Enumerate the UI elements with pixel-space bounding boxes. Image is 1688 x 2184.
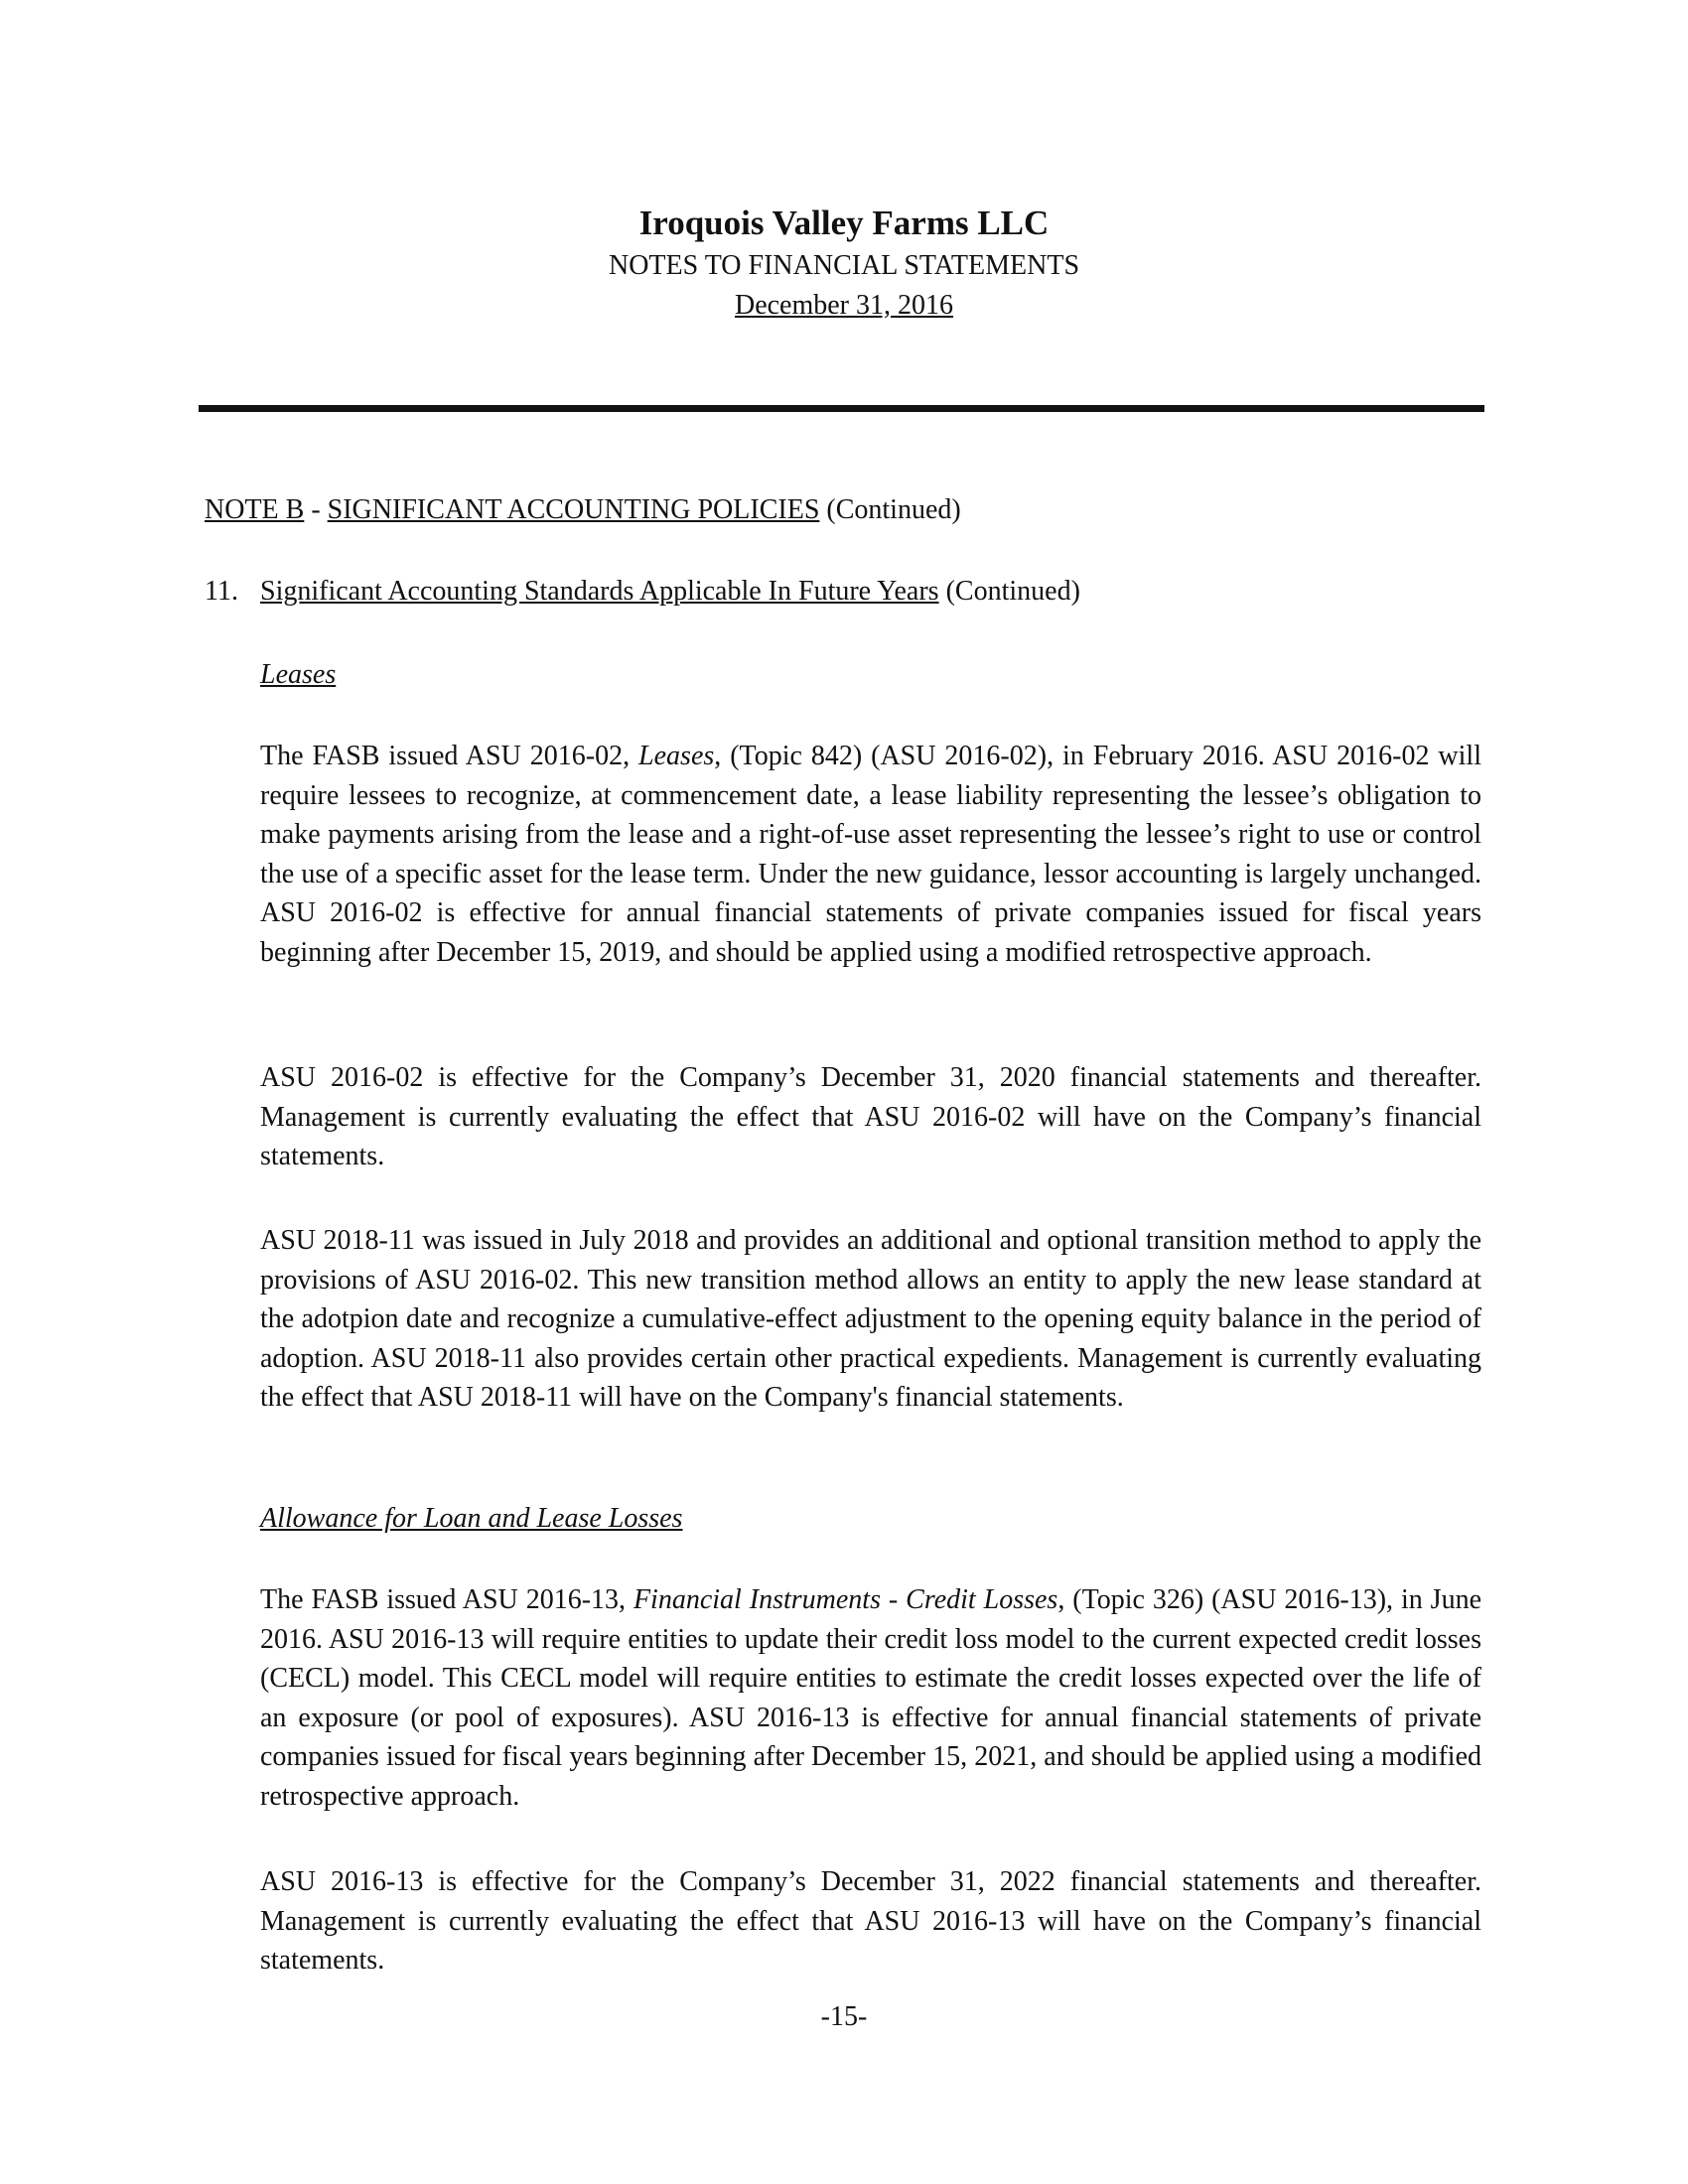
header-divider xyxy=(199,405,1484,412)
page-number: -15- xyxy=(820,2001,868,2032)
section-suffix: (Continued) xyxy=(938,576,1080,607)
allowance-p1-text-b: , (Topic 326) (ASU 2016-13), in June 2016. ASU 2016-13 will require entities to update their credit loss model to the current expected credit losses (CECL) model. This CECL model will require entities to estimate the credit losses expected over the life of an exposure (or pool of exposures). ASU 2016-13 is effective for annual financial statements of private companies issued for fiscal years beginning after December 15, 2021, and should be applied using a modified retrospective approach. xyxy=(260,1584,1482,1812)
allowance-p1-italic: Financial Instruments - Credit Losses xyxy=(633,1584,1058,1615)
section-number: 11. xyxy=(205,576,238,607)
allowance-paragraph-2: ASU 2016-13 is effective for the Company’s December 31, 2022 financial statements and thereafter. Management is currently evaluating the effect that ASU 2016-13 will have on the Company’s financial statements. xyxy=(260,1866,1481,1976)
note-title: SIGNIFICANT ACCOUNTING POLICIES xyxy=(327,494,820,525)
leases-p1-italic: Leases xyxy=(638,741,715,771)
allowance-p1-text-a: The FASB issued ASU 2016-13, xyxy=(260,1584,633,1615)
document-subtitle: NOTES TO FINANCIAL STATEMENTS xyxy=(608,250,1080,281)
section-heading xyxy=(205,572,1080,612)
document-header xyxy=(0,201,1688,326)
section-title: Significant Accounting Standards Applicable In Future Years xyxy=(260,576,939,607)
leases-paragraph-3: ASU 2018-11 was issued in July 2018 and provides an additional and optional transition method to apply the provisions of ASU 2016-02. This new transition method allows an entity to apply the new lease standard at the adotpion date and recognize a cumulative-effect adjustment to the opening equity balance in the period of adoption. ASU 2018-11 also provides certain other practical expedients. Management is currently evaluating the effect that ASU 2018-11 will have on the Company's financial statements. xyxy=(260,1225,1481,1413)
allowance-paragraph-1 xyxy=(260,1580,1481,1816)
note-label: NOTE B xyxy=(205,494,305,525)
company-name: Iroquois Valley Farms LLC xyxy=(638,204,1050,242)
allowance-heading: Allowance for Loan and Lease Losses xyxy=(260,1503,683,1534)
note-separator: - xyxy=(304,494,328,525)
leases-p1-text-b: , (Topic 842) (ASU 2016-02), in February 2016. ASU 2016-02 will require lessees to recognize, at commencement date, a lease liability representing the lessee’s obligation to make payments arising from the lease and a right-of-use asset representing the lessee’s right to use or control the use of a specific asset for the lease term. Under the new guidance, lessor accounting is largely unchanged. ASU 2016-02 is effective for annual financial statements of private companies issued for fiscal years beginning after December 15, 2019, and should be applied using a modified retrospective approach. xyxy=(260,741,1481,968)
leases-p1-text-a: The FASB issued ASU 2016-02, xyxy=(260,741,639,771)
leases-heading: Leases xyxy=(260,659,337,690)
note-heading xyxy=(205,490,961,530)
leases-paragraph-2: ASU 2016-02 is effective for the Company’s December 31, 2020 financial statements and thereafter. Management is currently evaluating the effect that ASU 2016-02 will have on the Company’s financial statements. xyxy=(260,1062,1481,1171)
note-suffix: (Continued) xyxy=(819,494,961,525)
leases-paragraph-1 xyxy=(260,737,1481,972)
statement-date: December 31, 2016 xyxy=(734,290,954,321)
